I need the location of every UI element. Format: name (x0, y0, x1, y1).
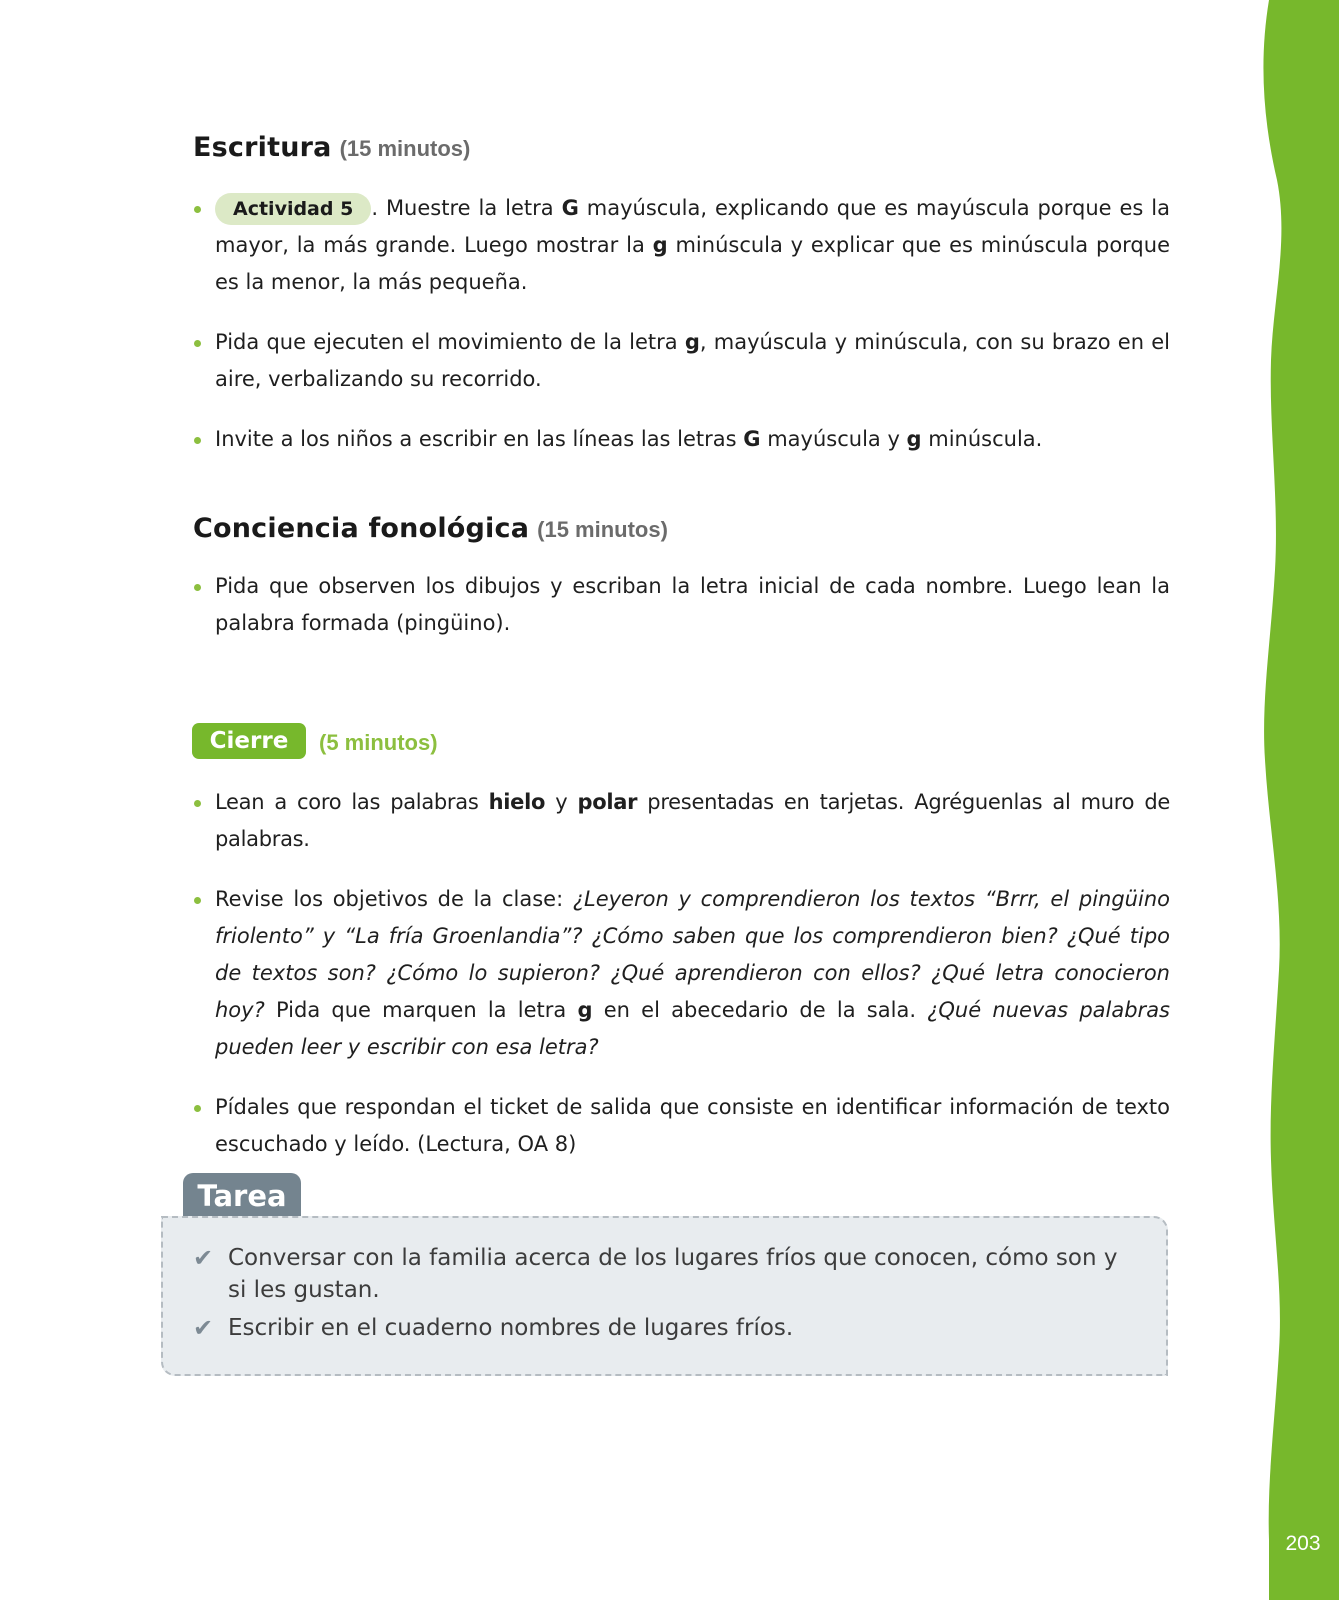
tarea-item (193, 1312, 1123, 1344)
text: mayúscula y (760, 427, 907, 451)
word-bold: hielo (488, 790, 546, 814)
list-item: Pida que observen los dibujos y escriban la letra inicial de cada nombre. Luego lean la palabra formada (pingüino). (193, 568, 1170, 642)
text: mayúscula, explicando que es mayúscula porque es la mayor, la más grande. Luego mostrar la (215, 196, 1171, 257)
letter-bold: g (906, 427, 922, 451)
letter-bold: g (577, 998, 593, 1022)
tarea-tab: Tarea (183, 1173, 301, 1217)
text: Invite a los niños a escribir en las líneas las letras (215, 427, 744, 451)
tarea-item-text: Conversar con la familia acerca de los lugares fríos que conocen, cómo son y si les gustan. (228, 1245, 1118, 1303)
text: . Muestre la letra (371, 196, 562, 220)
checkmark-icon: ✔ (193, 1314, 214, 1342)
text: minúscula. (921, 427, 1043, 451)
escritura-duration: (15 minutos) (339, 136, 471, 161)
list-item (193, 190, 1170, 301)
letter-bold: g (652, 233, 668, 257)
text: , mayúscula y minúscula, con su brazo en el aire, verbalizando su recorrido. (215, 330, 1170, 391)
list-item (193, 324, 1170, 398)
green-side-band (1249, 0, 1339, 1600)
escritura-list (193, 190, 1170, 458)
text: Pida que marquen la letra (264, 998, 578, 1022)
list-item (193, 421, 1170, 458)
cierre-duration: (5 minutos) (319, 730, 438, 755)
escritura-heading (193, 132, 470, 163)
italic-question: ¿Qué nuevas palabras pueden leer y escribir con esa letra? (215, 998, 1170, 1059)
conciencia-title: Conciencia fonológica (193, 513, 530, 544)
activity-5-pill[interactable]: Actividad 5 (215, 193, 371, 225)
word-bold: polar (577, 790, 638, 814)
escritura-title: Escritura (193, 132, 332, 163)
text: Pida que ejecuten el movimiento de la letra (215, 330, 685, 354)
italic-questions: ¿Leyeron y comprendieron los textos “Brrr, el pingüino friolento” y “La fría Groenlandia”? ¿Cómo saben que los comprendieron bien? ¿Qué tipo de textos son? ¿Cómo lo supieron? ¿Qué aprendieron con ellos? ¿Qué letra conocieron hoy? (215, 887, 1170, 1022)
text: Revise los objetivos de la clase: (215, 887, 573, 911)
cierre-list (193, 784, 1170, 1163)
text: Lean a coro las palabras (215, 790, 489, 814)
tarea-item-text: Escribir en el cuaderno nombres de lugares fríos. (228, 1315, 794, 1341)
conciencia-heading (193, 513, 668, 544)
text: en el abecedario de la sala. (592, 998, 928, 1022)
cierre-badge: Cierre (192, 723, 306, 759)
text: minúscula y explicar que es minúscula porque es la menor, la más pequeña. (215, 233, 1170, 294)
letter-bold: G (743, 427, 761, 451)
text: y (545, 790, 578, 814)
page-number: 203 (1285, 1532, 1321, 1555)
conciencia-duration: (15 minutos) (537, 517, 668, 542)
conciencia-list (193, 568, 1170, 642)
text: presentadas en tarjetas. Agréguenlas al muro de palabras. (215, 790, 1170, 851)
tarea-list (193, 1242, 1123, 1350)
list-item (193, 784, 1170, 858)
tarea-item (193, 1242, 1123, 1306)
list-item (193, 881, 1170, 1066)
letter-bold: G (561, 196, 579, 220)
letter-bold: g (684, 330, 700, 354)
checkmark-icon: ✔ (193, 1244, 214, 1272)
list-item: Pídales que respondan el ticket de salida que consiste en identificar información de texto escuchado y leído. (Lectura, OA 8) (193, 1089, 1170, 1163)
